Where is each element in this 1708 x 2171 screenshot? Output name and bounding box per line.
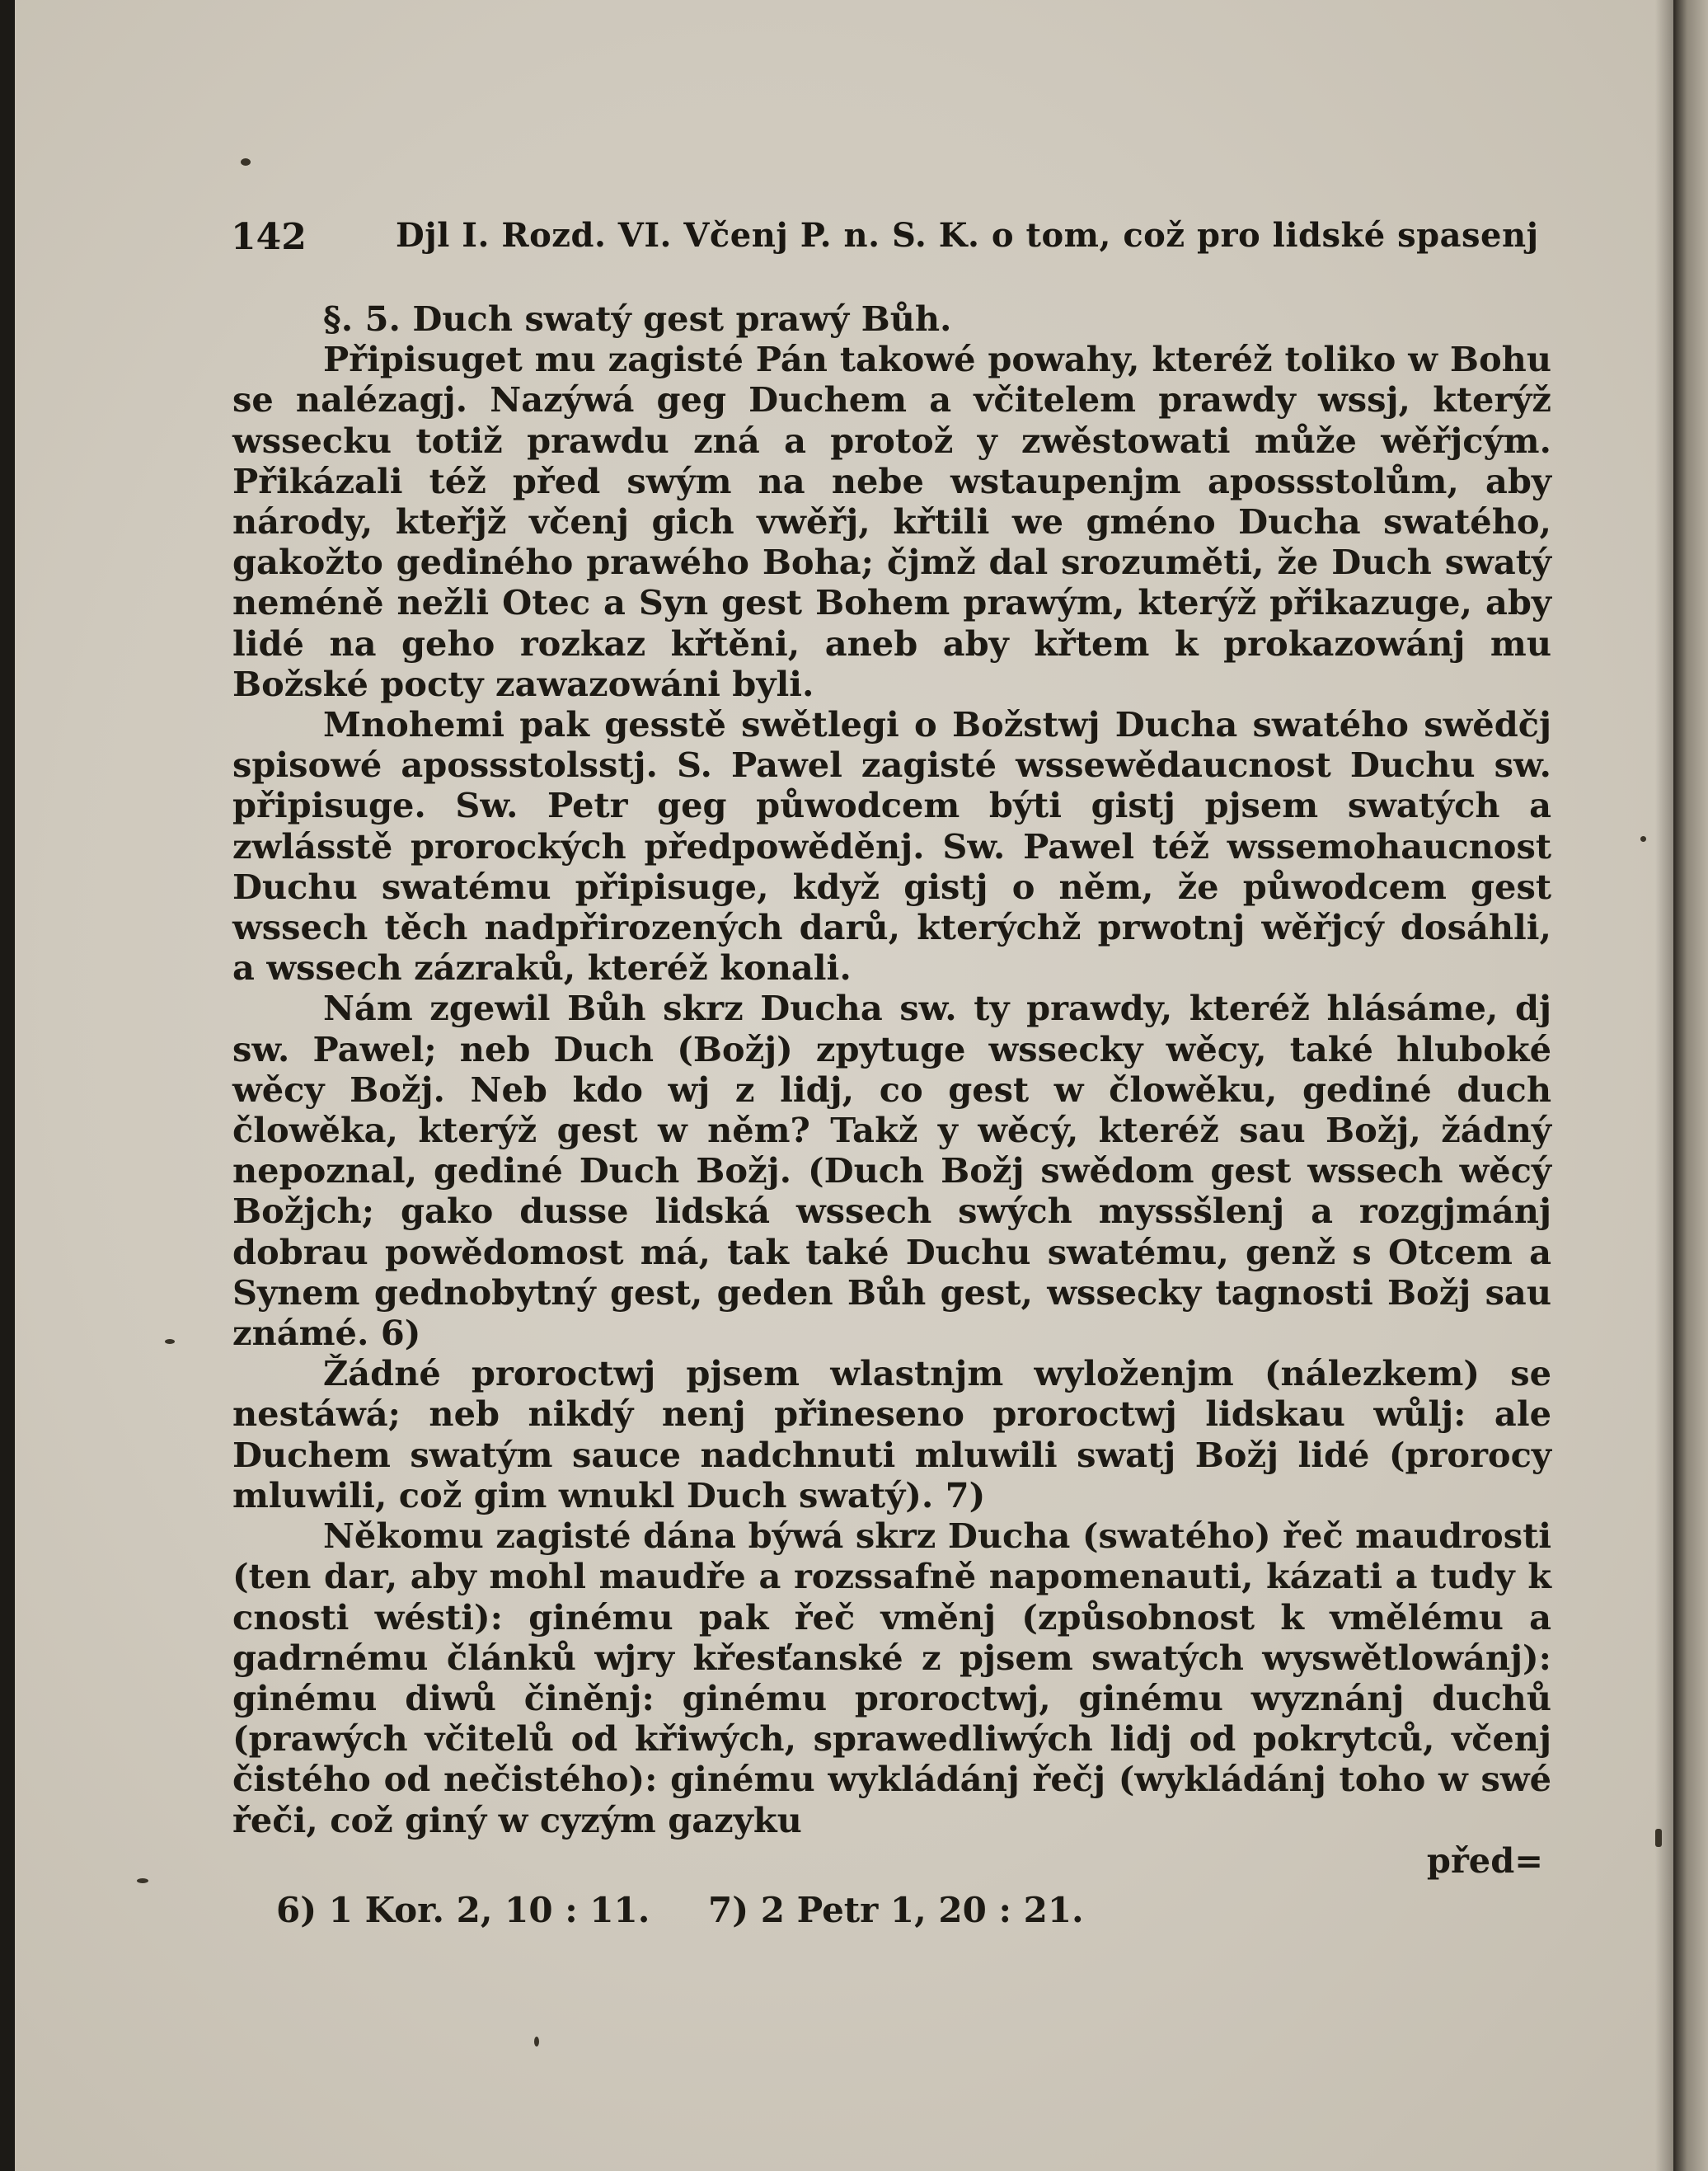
ink-speck [1655,1829,1662,1847]
ink-speck [1640,836,1646,842]
section-number: §. 5. [323,298,401,339]
footnotes [276,1890,1130,1930]
page-body [232,298,1551,1881]
paragraph: Někomu zagisté dána býwá skrz Ducha (swatého) řeč maudrosti (ten dar, aby mohl maudře a rozssafně napomenauti, kázati a tudy k cnosti wésti): ginému pak řeč vměnj (způsobnost k vmělému a gadrnému článků wjry křesťanské z pjsem swatých wyswětlowánj): ginému diwů činěnj: ginému proroctwj, ginému wyznánj duchů (prawých včitelů od křiwých, sprawedliwých lidj od pokrytců, včenj čistého od nečistého): ginému wykládánj řečj (wykládánj toho w swé řeči, což giný w cyzým gazyku [232,1515,1551,1840]
footnote: 7) 2 Petr 1, 20 : 21. [708,1890,1084,1930]
running-title: Djl I. Rozd. VI. Včenj P. n. S. K. o tom, což pro lidské spasenj [396,216,1539,255]
footnote: 6) 1 Kor. 2, 10 : 11. [276,1890,650,1930]
catchword: před= [1426,1840,1543,1881]
page-header [231,216,1539,266]
ink-speck [534,2037,539,2046]
ink-speck [241,158,251,166]
ink-speck [165,1339,175,1344]
paragraph: Mnohemi pak gesstě swětlegi o Božstwj Ducha swatého swědčj spisowé apossstolsstj. S. Pawel zagisté wssewědaucnost Duchu sw. připisuge. Sw. Petr geg půwodcem býti gistj pjsem swatých a zwlásstě prorockých předpowěděnj. Sw. Pawel též wssemohaucnost Duchu swatému připisuge, když gistj o něm, že půwodcem gest wssech těch nadpřirozených darů, kterýchž prwotnj wěřjcý dosáhli, a wssech zázraků, kteréž konali. [232,704,1551,989]
ink-speck [137,1878,148,1883]
book-gutter [1673,0,1708,2171]
paragraph: Připisuget mu zagisté Pán takowé powahy, kteréž toliko w Bohu se nalézagj. Nazýwá geg Duchem a včitelem prawdy wssj, kterýž wssecku totiž prawdu zná a protož y zwěstowati může wěřjcým. Přikázali též před swým na nebe wstaupenjm apossstolům, aby národy, kteřjž včenj gich vwěřj, křtili we gméno Ducha swatého, gakožto gediného prawého Boha; čjmž dal srozuměti, že Duch swatý neméně nežli Otec a Syn gest Bohem prawým, kterýž přikazuge, aby lidé na geho rozkaz křtěni, aneb aby křtem k prokazowánj mu Božské pocty zawazowáni byli. [232,339,1551,704]
section-title: Duch swatý gest prawý Bůh. [412,298,952,339]
section-heading [232,298,1551,339]
paragraph: Žádné proroctwj pjsem wlastnjm wyloženjm (nálezkem) se nestáwá; neb nikdý nenj přineseno proroctwj lidskau wůlj: ale Duchem swatým sauce nadchnuti mluwili swatj Božj lidé (prorocy mluwili, což gim wnukl Duch swatý). 7) [232,1353,1551,1515]
paragraph: Nám zgewil Bůh skrz Ducha sw. ty prawdy, kteréž hlásáme, dj sw. Pawel; neb Duch (Božj) zpytuge wssecky wěcy, také hluboké wěcy Božj. Neb kdo wj z lidj, co gest w člowěku, gediné duch člowěka, kterýž gest w něm? Takž y wěcý, kteréž sau Božj, žádný nepoznal, gediné Duch Božj. (Duch Božj swědom gest wssech wěcý Božjch; gako dusse lidská wssech swých myssšlenj a rozgjmánj dobrau powědomost má, tak také Duchu swatému, genž s Otcem a Synem gednobytný gest, geden Bůh gest, wssecky tagnosti Božj sau známé. 6) [232,988,1551,1354]
page-number: 142 [231,216,307,258]
